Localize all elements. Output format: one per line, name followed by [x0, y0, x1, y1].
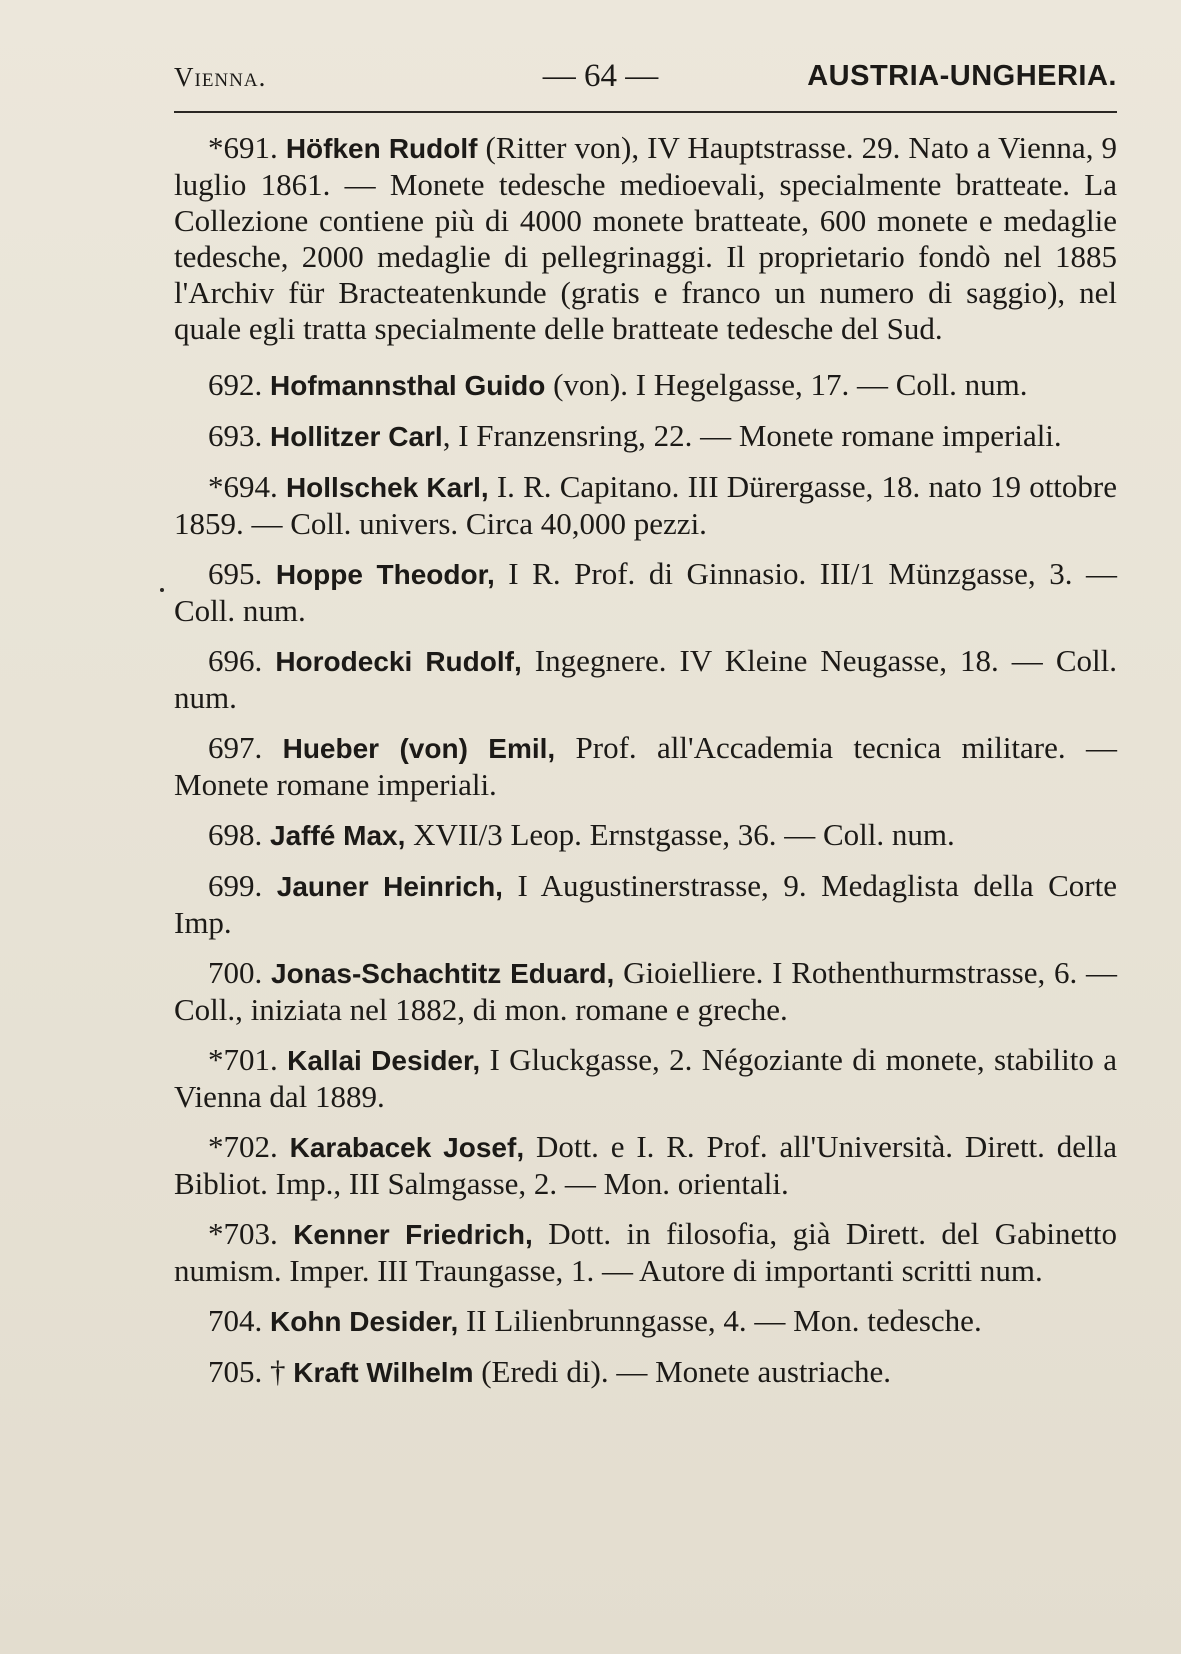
entry-text: Gioielliere. I Rothenthurmstrasse, 6. — Coll., iniziata nel 1882, di mon. romane e greche. — [174, 955, 1118, 1027]
entry-text: Prof. all'Accademia tecnica militare. — Monete romane imperiali. — [174, 730, 1117, 802]
entry-696 — [174, 643, 1117, 716]
entry-text: Dott. e I. R. Prof. all'Università. Dirett. della Bibliot. Imp., III Salmgasse, 2. — Mon. orientali. — [174, 1129, 1118, 1201]
entry-number: 697. — [208, 730, 263, 765]
entry-text: XVII/3 Leop. Ernstgasse, 36. — Coll. num. — [405, 817, 955, 852]
entry-text: Ingegnere. IV Kleine Neugasse, 18. — Coll. num. — [174, 643, 1118, 715]
entry-text: Dott. in filosofia, già Dirett. del Gabinetto numism. Imper. III Traungasse, 1. — Autore di importanti scritti num. — [174, 1216, 1117, 1288]
entry-name: Hollitzer Carl — [270, 421, 443, 452]
entry-number: *694. — [208, 469, 278, 504]
margin-dot — [160, 588, 164, 592]
header-city: Vienna. — [174, 62, 267, 92]
entry-name: Kraft Wilhelm — [293, 1357, 474, 1388]
entry-number: *703. — [208, 1216, 278, 1251]
entry-number: 692. — [208, 367, 263, 402]
entry-text: I. R. Capitano. III Dürergasse, 18. nato 19 ottobre 1859. — Coll. univers. Circa 40,000 pezzi. — [174, 469, 1117, 541]
entry-text: (Eredi di). — Monete austriache. — [473, 1354, 891, 1389]
entry-name: Jonas-Schachtitz Eduard, — [271, 958, 615, 989]
page-number: — 64 — — [542, 58, 659, 94]
entry-name: Hueber (von) Emil, — [282, 733, 556, 764]
entry-list — [174, 130, 1117, 1405]
entry-name: Höfken Rudolf — [285, 133, 478, 164]
entry-number: 700. — [208, 955, 263, 990]
entry-name: Jauner Heinrich, — [276, 871, 503, 902]
header-rule — [174, 111, 1117, 113]
entry-name: Kallai Desider, — [287, 1045, 481, 1076]
entry-691 — [174, 130, 1117, 347]
entry-name: Hoppe Theodor, — [275, 559, 495, 590]
entry-number: *691. — [208, 130, 278, 165]
entry-text: I R. Prof. di Ginnasio. III/1 Münzgasse, 3. — Coll. num. — [174, 556, 1117, 628]
entry-number: 698. — [208, 817, 263, 852]
entry-704 — [174, 1303, 1117, 1340]
entry-693 — [174, 418, 1117, 455]
entry-698 — [174, 817, 1117, 854]
entry-text: (von). I Hegelgasse, 17. — Coll. num. — [545, 367, 1028, 402]
entry-name: Horodecki Rudolf, — [275, 646, 522, 677]
entry-699 — [174, 868, 1117, 941]
page-header — [174, 56, 1117, 106]
entry-702 — [174, 1129, 1117, 1202]
entry-number: 699. — [208, 868, 263, 903]
entry-695 — [174, 556, 1117, 629]
entry-name: Karabacek Josef, — [289, 1132, 525, 1163]
entry-number: 705. † — [208, 1354, 286, 1389]
entry-text: , I Franzensring, 22. — Monete romane imperiali. — [442, 418, 1062, 453]
entry-705 — [174, 1354, 1117, 1391]
entry-697 — [174, 730, 1117, 803]
entry-number: *701. — [208, 1042, 278, 1077]
entry-name: Hofmannsthal Guido — [270, 370, 546, 401]
entry-text: (Ritter von), IV Hauptstrasse. 29. Nato a Vienna, 9 luglio 1861. — Monete tedesche medioevali, specialmente bratteate. La Collezione contiene più di 4000 monete bratteate, 600 monete e medaglie tedesche, 2000 medaglie di pellegrinaggi. Il proprietario fondò nel 1885 l'Archiv für Bracteatenkunde (gratis e franco un numero di saggio), nel quale egli tratta specialmente delle bratteate tedesche del Sud. — [174, 130, 1118, 346]
entry-text: II Lilienbrunngasse, 4. — Mon. tedesche. — [458, 1303, 982, 1338]
entry-703 — [174, 1216, 1117, 1289]
entry-number: 704. — [208, 1303, 263, 1338]
entry-text: I Gluckgasse, 2. Négoziante di monete, stabilito a Vienna dal 1889. — [174, 1042, 1117, 1114]
entry-701 — [174, 1042, 1117, 1115]
entry-692 — [174, 367, 1117, 404]
entry-number: *702. — [208, 1129, 278, 1164]
entry-number: 693. — [208, 418, 263, 453]
entry-name: Kenner Friedrich, — [293, 1219, 533, 1250]
entry-700 — [174, 955, 1117, 1028]
entry-number: 696. — [208, 643, 263, 678]
entry-text: I Augustinerstrasse, 9. Medaglista della Corte Imp. — [174, 868, 1117, 940]
entry-694 — [174, 469, 1117, 542]
entry-number: 695. — [208, 556, 263, 591]
entry-name: Hollschek Karl, — [285, 472, 489, 503]
entry-name: Jaffé Max, — [270, 820, 406, 851]
header-country: AUSTRIA-UNGHERIA. — [807, 60, 1117, 92]
entry-name: Kohn Desider, — [270, 1306, 459, 1337]
